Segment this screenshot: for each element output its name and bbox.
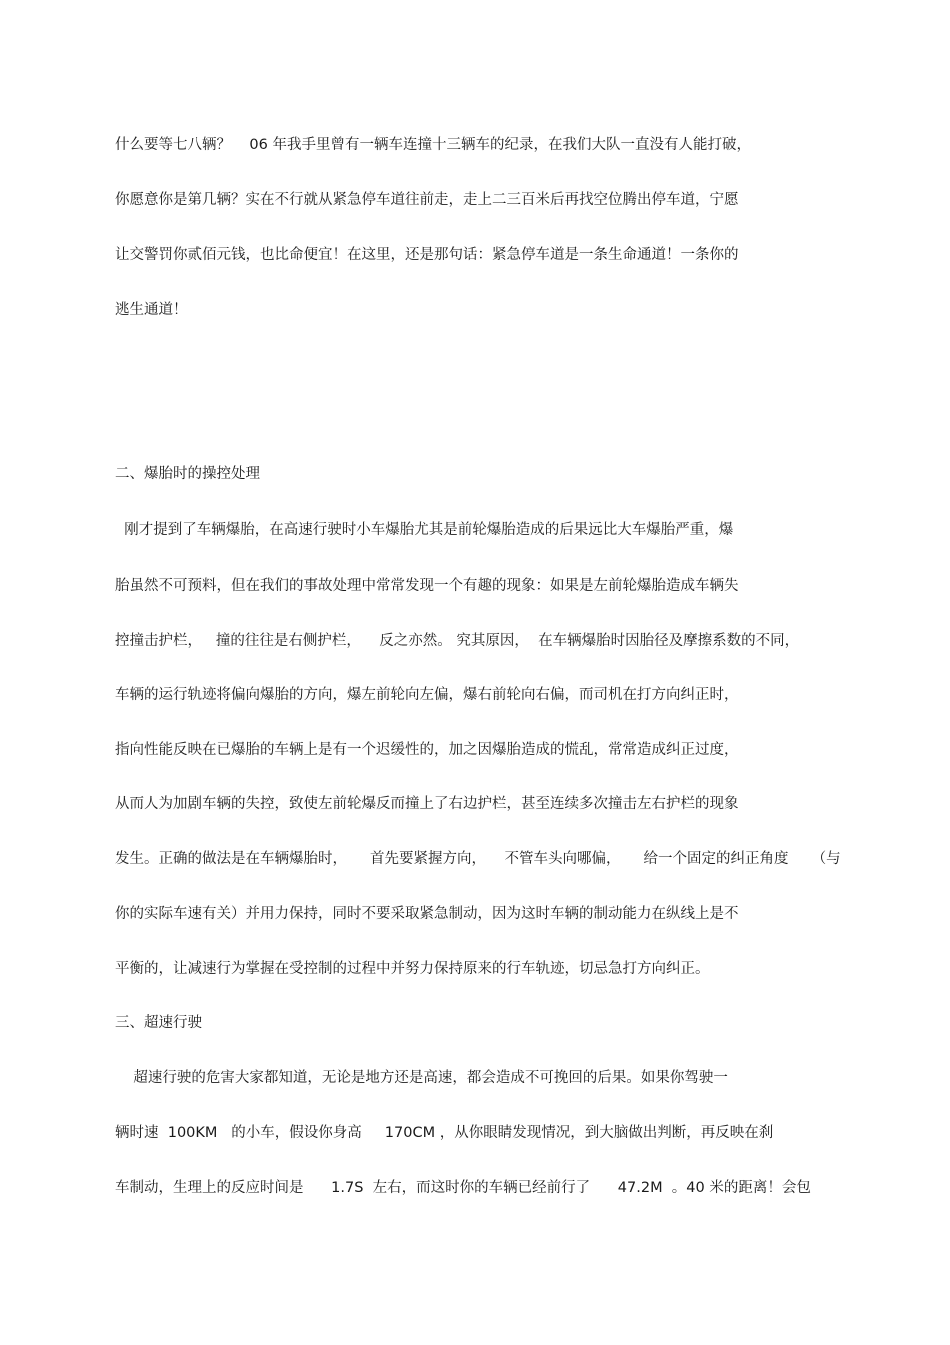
paragraph-line: 超速行驶的危害大家都知道，无论是地方还是高速，都会造成不可挽回的后果。如果你驾驶一 [115, 1070, 728, 1086]
paragraph-line: 什么要等七八辆？ 06 年我手里曾有一辆车连撞十三辆车的纪录，在我们大队一直没有人能打破， [115, 137, 751, 153]
section-heading: 二、爆胎时的操控处理 [115, 466, 260, 482]
section-heading: 三、超速行驶 [115, 1015, 202, 1031]
paragraph-line: 车制动，生理上的反应时间是 1.7S 左右，而这时你的车辆已经前行了 47.2M 。40 米的距离！会包 [115, 1180, 811, 1196]
paragraph-line: 逃生通道！ [115, 302, 188, 318]
paragraph-line: 让交警罚你贰佰元钱，也比命便宜！在这里，还是那句话：紧急停车道是一条生命通道！一条你的 [115, 247, 739, 263]
paragraph-line: 胎虽然不可预料，但在我们的事故处理中常常发现一个有趣的现象：如果是左前轮爆胎造成车辆失 [115, 578, 739, 594]
paragraph-line: 车辆的运行轨迹将偏向爆胎的方向，爆左前轮向左偏，爆右前轮向右偏，而司机在打方向纠正时， [115, 687, 739, 703]
paragraph-line: 你愿意你是第几辆？实在不行就从紧急停车道往前走，走上二三百米后再找空位腾出停车道，宁愿 [115, 192, 739, 208]
paragraph-line: 指向性能反映在已爆胎的车辆上是有一个迟缓性的，加之因爆胎造成的慌乱，常常造成纠正过度， [115, 742, 739, 758]
paragraph-line: 控撞击护栏， 撞的往往是右侧护栏， 反之亦然。 究其原因， 在车辆爆胎时因胎径及摩擦系数的不同， [115, 633, 800, 649]
paragraph-line: 从而人为加剧车辆的失控，致使左前轮爆反而撞上了右边护栏，甚至连续多次撞击左右护栏的现象 [115, 796, 739, 812]
paragraph-line: 辆时速 100KM 的小车，假设你身高 170CM ，从你眼睛发现情况，到大脑做出判断，再反映在刹 [115, 1125, 774, 1141]
paragraph-line: 平衡的，让减速行为掌握在受控制的过程中并努力保持原来的行车轨迹，切忌急打方向纠正。 [115, 961, 710, 977]
paragraph-line: 刚才提到了车辆爆胎，在高速行驶时小车爆胎尤其是前轮爆胎造成的后果远比大车爆胎严重，爆 [115, 522, 734, 538]
paragraph-line: 发生。正确的做法是在车辆爆胎时， 首先要紧握方向， 不管车头向哪偏， 给一个固定的纠正角度 （与 [115, 851, 841, 867]
paragraph-line: 你的实际车速有关）并用力保持，同时不要采取紧急制动，因为这时车辆的制动能力在纵线上是不 [115, 906, 739, 922]
